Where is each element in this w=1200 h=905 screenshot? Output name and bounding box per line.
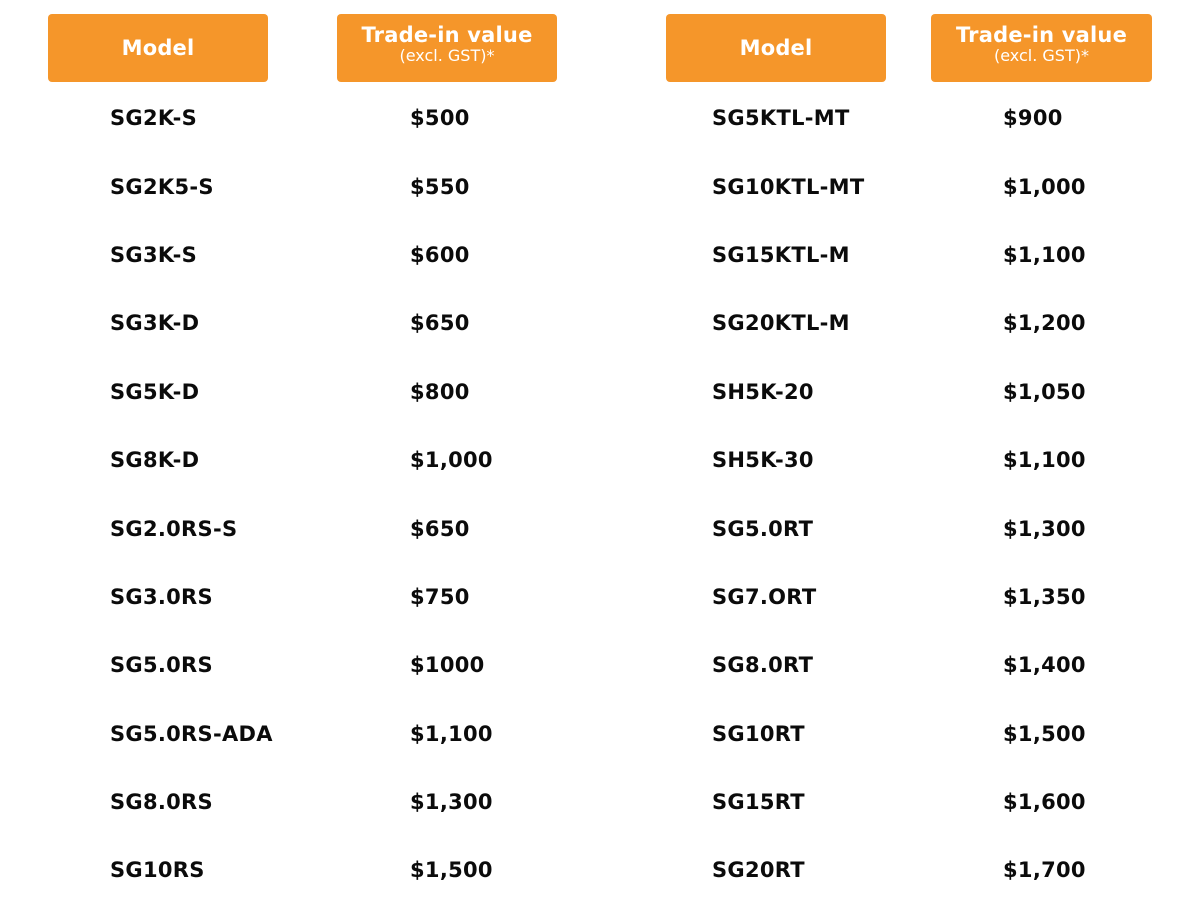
value-cell: $650 xyxy=(410,311,470,336)
value-cell: $1,500 xyxy=(1003,721,1086,746)
value-cell: $1,000 xyxy=(1003,174,1086,199)
model-header-left xyxy=(48,14,268,82)
model-cell: SG5K-D xyxy=(110,379,200,404)
value-cell: $900 xyxy=(1003,106,1063,131)
excl-gst-note: (excl. GST)* xyxy=(994,46,1089,65)
model-cell: SG5.0RS xyxy=(110,653,213,678)
model-cell: SG8.0RT xyxy=(712,653,814,678)
model-cell: SG5.0RT xyxy=(712,516,814,541)
value-cell: $800 xyxy=(410,379,470,404)
value-cell: $1,050 xyxy=(1003,379,1086,404)
value-cell: $550 xyxy=(410,174,470,199)
value-cell: $750 xyxy=(410,584,470,609)
model-cell: SG3K-S xyxy=(110,242,198,267)
value-cell: $1,100 xyxy=(1003,448,1086,473)
model-cell: SG5.0RS-ADA xyxy=(110,721,273,746)
model-cell: SG10KTL-MT xyxy=(712,174,865,199)
trade-in-value-header-left xyxy=(337,14,557,82)
model-cell: SG20RT xyxy=(712,858,805,883)
left-model-column xyxy=(110,84,370,900)
value-cell: $1000 xyxy=(410,653,485,678)
model-cell: SG3.0RS xyxy=(110,584,213,609)
model-cell: SG5KTL-MT xyxy=(712,106,850,131)
model-cell: SG20KTL-M xyxy=(712,311,850,336)
value-cell: $1,200 xyxy=(1003,311,1086,336)
value-cell: $500 xyxy=(410,106,470,131)
model-cell: SG10RT xyxy=(712,721,805,746)
value-cell: $1,400 xyxy=(1003,653,1086,678)
value-cell: $1,300 xyxy=(410,790,493,815)
excl-gst-note: (excl. GST)* xyxy=(399,46,495,65)
value-cell: $1,350 xyxy=(1003,584,1086,609)
model-cell: SH5K-30 xyxy=(712,448,814,473)
trade-in-value-header-right xyxy=(931,14,1152,82)
right-value-column xyxy=(1003,84,1193,900)
model-cell: SH5K-20 xyxy=(712,379,814,404)
model-cell: SG2K-S xyxy=(110,106,198,131)
value-cell: $1,600 xyxy=(1003,790,1086,815)
value-cell: $1,500 xyxy=(410,858,493,883)
value-cell: $1,300 xyxy=(1003,516,1086,541)
right-model-column xyxy=(712,84,972,900)
model-cell: SG15RT xyxy=(712,790,805,815)
value-cell: $600 xyxy=(410,242,470,267)
model-cell: SG10RS xyxy=(110,858,205,883)
value-cell: $650 xyxy=(410,516,470,541)
model-cell: SG2K5-S xyxy=(110,174,214,199)
model-header-label: Model xyxy=(739,36,813,60)
trade-in-value-header-label: Trade-in value xyxy=(955,23,1128,47)
trade-in-value-header-label: Trade-in value xyxy=(361,23,533,47)
value-cell: $1,100 xyxy=(410,721,493,746)
model-cell: SG8K-D xyxy=(110,448,200,473)
model-cell: SG15KTL-M xyxy=(712,242,850,267)
model-header-label: Model xyxy=(121,36,195,60)
value-cell: $1,100 xyxy=(1003,242,1086,267)
model-header-right xyxy=(666,14,886,82)
model-cell: SG3K-D xyxy=(110,311,200,336)
value-cell: $1,700 xyxy=(1003,858,1086,883)
value-cell: $1,000 xyxy=(410,448,493,473)
model-cell: SG2.0RS-S xyxy=(110,516,238,541)
left-value-column xyxy=(410,84,610,900)
model-cell: SG8.0RS xyxy=(110,790,213,815)
model-cell: SG7.ORT xyxy=(712,584,817,609)
